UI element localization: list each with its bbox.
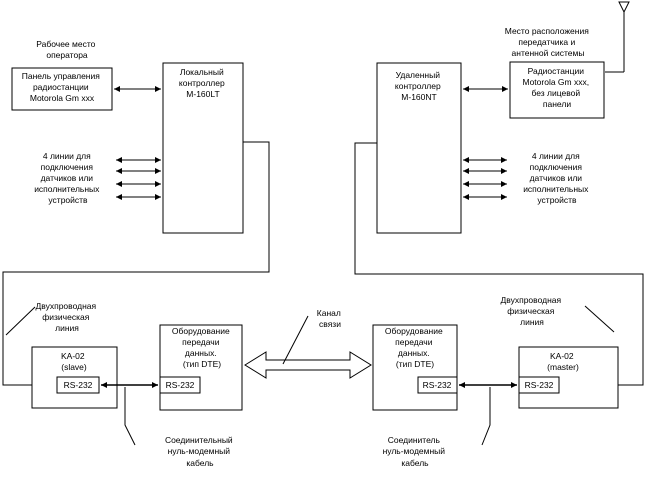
channel-pointer: [283, 316, 308, 364]
channel-arrow: [245, 352, 371, 378]
left-line-pointer: [6, 307, 35, 335]
right-line-caption: Двухпроводная физическая линия: [500, 295, 562, 327]
left-sensor-arrows: [116, 160, 161, 197]
control-panel-label: Панель управления радиостанции Motorola Gm xxx: [21, 71, 100, 103]
left-cable-caption: Соединительный нуль-модемный кабель: [164, 435, 233, 468]
dte-right-label: Оборудование передачи данных. (тип DTE): [384, 326, 443, 369]
modem-slave-label: KA-02 (slave): [61, 351, 87, 372]
right-line-pointer: [585, 306, 614, 332]
dte-left-label: Оборудование передачи данных. (тип DTE): [171, 326, 230, 369]
channel-caption: Канал связи: [316, 308, 341, 329]
right-cable-pointer: [482, 387, 490, 445]
local-controller-label: Локальный контроллер M-160LT: [178, 67, 225, 99]
modem-master-rs232-label: RS-232: [524, 380, 554, 390]
location-caption: Место расположения передатчика и антенной системы: [504, 26, 589, 58]
modem-slave-rs232-label: RS-232: [63, 380, 93, 390]
radio-station-label: Радиостанции Motorola Gm xxx, без лицевой панели: [522, 66, 590, 109]
remote-controller-label: Удаленный контроллер M-160NT: [394, 70, 441, 102]
left-cable-pointer: [125, 387, 135, 445]
modem-master-label: KA-02 (master): [547, 351, 579, 372]
dte-right-rs232-label: RS-232: [422, 380, 452, 390]
right-sensor-lines-caption: 4 линии для подключения датчиков или исполнительных устройств: [523, 151, 589, 205]
dte-left-rs232-label: RS-232: [165, 380, 195, 390]
right-sensor-arrows: [463, 160, 507, 197]
left-sensor-lines-caption: 4 линии для подключения датчиков или исполнительных устройств: [34, 151, 100, 205]
right-cable-caption: Соединитель нуль-модемный кабель: [382, 435, 446, 468]
left-line-caption: Двухпроводная физическая линия: [35, 301, 97, 333]
operator-caption: Рабочее место оператора: [36, 39, 96, 60]
antenna-icon: [605, 2, 629, 72]
